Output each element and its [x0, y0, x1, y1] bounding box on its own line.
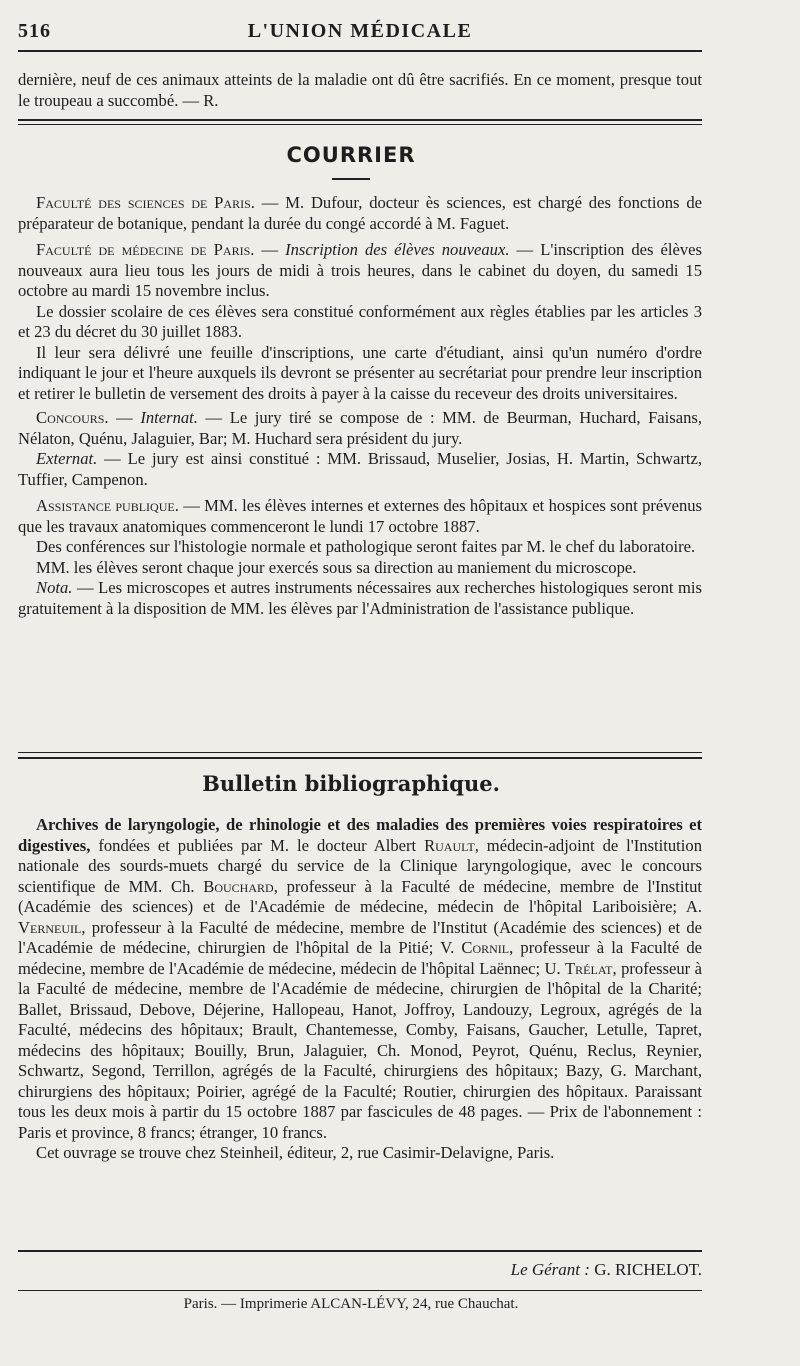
courrier-paragraph-5	[18, 408, 702, 449]
title-underline	[332, 178, 370, 180]
nota-heading: Nota.	[36, 578, 73, 597]
bulletin-text-f: , professeur à la Faculté de médecine, membre de l'Académie de médecine, chirurgien de l'hôpital de la Charité; Ballet, Brissaud, Debove, Déjerine, Hallopeau, Hanot, Joffroy, Landouzy, Legroux, agrégés de la Faculté, médecins des hôpitaux; Brault, Chantemesse, Comby, Faisans, Gaucher, Letulle, Tapret, médecins des hôpitaux; Bouilly, Brun, Jalaguier, Ch. Monod, Peyrot, Quénu, Reclus, Reynier, Schwartz, Segond, Terrillon, agrégés de la Faculté, chirurgiens des hôpitaux; Bazy, G. Marchant, chirurgiens des hôpitaux; Poirier, agrégé de la Faculté; Routier, chirurgien des hôpitaux. Paraissant tous les deux mois à partir du 15 octobre 1887 par fascicules de 48 pages. — Prix de l'abonnement : Paris et province, 8 francs; étranger, 10 francs.	[18, 958, 702, 1142]
bulletin-title: Bulletin bibliographique.	[202, 771, 500, 796]
courrier-paragraph-6	[18, 449, 702, 490]
courrier-paragraph-1	[18, 193, 702, 234]
intro-paragraph	[18, 70, 702, 111]
running-header	[18, 18, 702, 46]
bulletin-text-e: , professeur à la Faculté de médecine, membre de l'Académie de médecine, médecin de l'hôpital Laënnec; U.	[18, 938, 702, 978]
imprint-line: Paris. — Imprimerie ALCAN-LÉVY, 24, rue Chauchat.	[183, 1296, 519, 1312]
courrier-title: COURRIER	[286, 143, 416, 167]
faculty-sciences-text: — M. Dufour, docteur ès sciences, est chargé des fonctions de préparateur de botanique, pendant la durée du congé accordé à M. Faguet.	[18, 193, 703, 233]
inscription-text: — L'inscription des élèves nouveaux aura lieu tous les jours de midi à trois heures, dans le cabinet du doyen, du samedi 15 octobre au mardi 15 novembre inclus.	[18, 240, 703, 300]
concours-label: Concours.	[36, 408, 109, 427]
name-cornil: Cornil	[461, 938, 510, 957]
archives-title: Archives de laryngologie, de rhinologie et des maladies des premières voies respiratoires et digestives,	[18, 815, 702, 855]
name-trelat: Trélat	[565, 958, 613, 978]
header-rule	[18, 50, 702, 52]
courrier-paragraph-4: Il leur sera délivré une feuille d'inscriptions, une carte d'étudiant, ainsi qu'un numéro d'ordre indiquant le jour et l'heure auxquels ils devront se présenter au secrétariat pour prendre leur inscription et retirer le bulletin de versement des droits à payer à la caisse du receveur des droits universitaires.	[18, 342, 702, 403]
bulletin-text-d: , professeur à la Faculté de médecine, membre de l'Institut (Académie des sciences) et de l'Académie de médecine, chirurgien de l'hôpital de la Pitié; V.	[18, 917, 702, 957]
nota-text: — Les microscopes et autres instruments nécessaires aux recherches histologiques seront mis gratuitement à la disposition de MM. les élèves par l'Administration de l'assistance publique.	[18, 578, 702, 618]
bulletin-text-b: , médecin-adjoint de l'Institution nationale des sourds-muets chargé du service de la Clinique laryngologique, avec le concours scientifique de MM. Ch.	[18, 835, 702, 896]
journal-title: L'UNION MÉDICALE	[247, 20, 473, 42]
intro-text: dernière, neuf de ces animaux atteints de la maladie ont dû être sacrifiés. En ce moment, presque tout le troupeau a succombé. — R.	[18, 70, 702, 110]
footer-rule	[18, 1250, 702, 1252]
page-number: 516	[18, 20, 51, 42]
faculty-sciences-label: Faculté des sciences de Paris.	[36, 193, 255, 212]
gerant-label: Le Gérant :	[510, 1260, 590, 1279]
externat-text: — Le jury est ainsi constitué : MM. Brissaud, Muselier, Josias, H. Martin, Schwartz, Tuffier, Campenon.	[18, 449, 702, 489]
bulletin-text-a: fondées et publiées par M. le docteur Albert	[90, 835, 425, 855]
faculty-medicine-label: Faculté de médecine de Paris.	[36, 240, 255, 259]
courrier-paragraph-8: Des conférences sur l'histologie normale et pathologique seront faites par M. le chef du laboratoire.	[36, 537, 696, 556]
name-bouchard: Bouchard	[203, 876, 274, 896]
courrier-body	[18, 193, 702, 619]
bulletin-rule-bottom	[18, 757, 702, 759]
courrier-paragraph-9: MM. les élèves seront chaque jour exercés sous sa direction au maniement du microscope.	[36, 557, 637, 577]
bulletin-body	[18, 815, 702, 1164]
imprint-rule	[18, 1290, 702, 1291]
externat-heading: Externat.	[36, 449, 98, 468]
faculty-medicine-dash: —	[254, 240, 286, 259]
bulletin-paragraph-2: Cet ouvrage se trouve chez Steinheil, éditeur, 2, rue Casimir-Delavigne, Paris.	[36, 1143, 555, 1162]
section-rule-bottom	[18, 124, 702, 125]
assistance-label: Assistance publique.	[36, 496, 179, 515]
bulletin-text-c: , professeur à la Faculté de médecine, membre de l'Institut (Académie des sciences) et de l'Académie de médecine, médecin de l'hôpital Lariboisière; A.	[18, 876, 702, 916]
concours-dash: —	[108, 408, 141, 427]
inscription-heading: Inscription des élèves nouveaux.	[285, 240, 510, 259]
bulletin-rule-top	[18, 752, 702, 753]
name-verneuil: Verneuil	[18, 917, 82, 937]
bulletin-paragraph-1	[18, 815, 702, 1143]
gerant-name: G. RICHELOT.	[589, 1260, 702, 1279]
courrier-paragraph-3: Le dossier scolaire de ces élèves sera constitué conformément aux règles établies par les articles 3 et 23 du décret du 30 juillet 1883.	[18, 301, 702, 341]
gerant-signature	[18, 1260, 702, 1280]
internat-heading: Internat.	[140, 408, 198, 427]
courrier-paragraph-2	[18, 240, 702, 302]
courrier-paragraph-10	[18, 578, 702, 619]
name-ruault: Ruault	[424, 835, 475, 855]
assistance-text: — MM. les élèves internes et externes des hôpitaux et hospices sont prévenus que les travaux anatomiques commenceront le lundi 17 octobre 1887.	[18, 496, 703, 536]
courrier-paragraph-7	[18, 496, 702, 537]
internat-text: — Le jury tiré se compose de : MM. de Beurman, Huchard, Faisans, Nélaton, Quénu, Jalaguier, Bar; M. Huchard sera président du jury.	[18, 408, 703, 448]
section-rule-top	[18, 119, 702, 121]
